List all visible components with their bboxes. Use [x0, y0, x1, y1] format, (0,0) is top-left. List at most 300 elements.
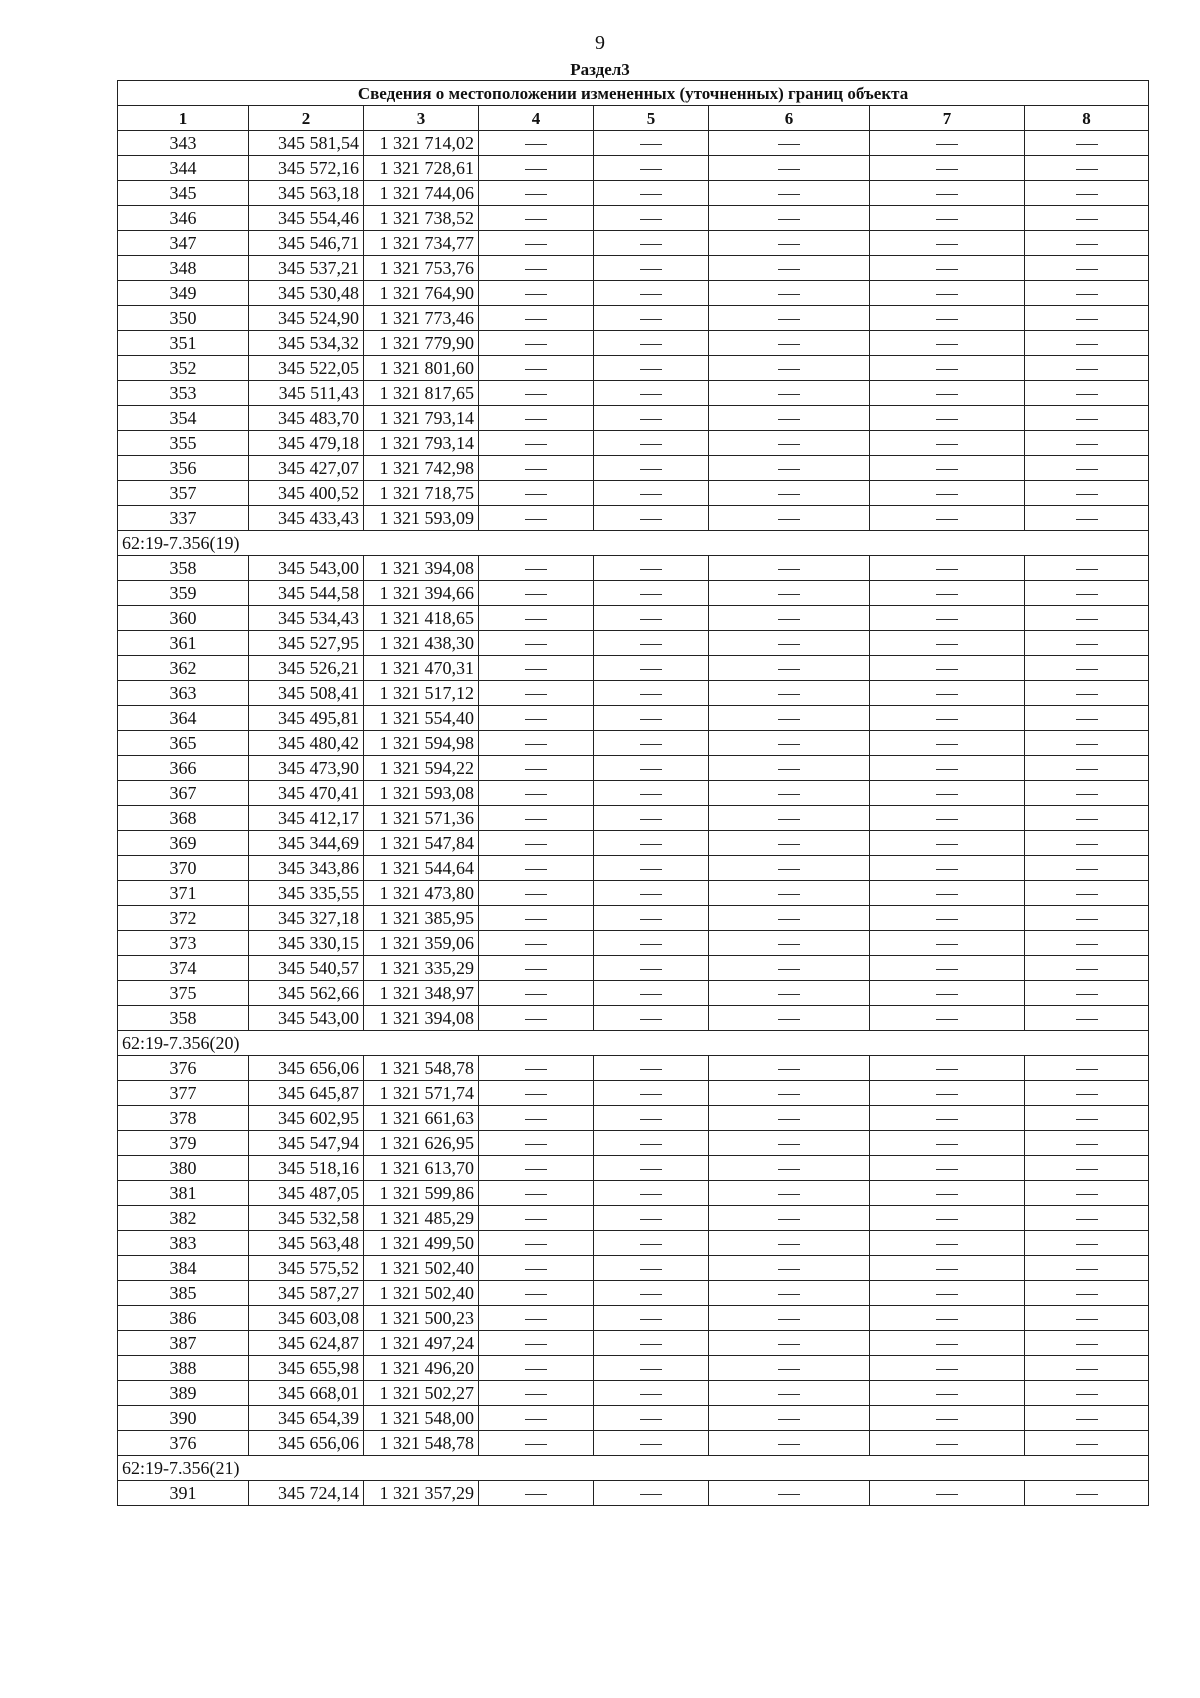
dash-mark: [936, 969, 958, 970]
y-coordinate-cell: 1 321 793,14: [364, 406, 479, 431]
empty-value-cell: [1025, 306, 1149, 331]
empty-value-cell: [870, 256, 1025, 281]
empty-value-cell: [594, 1156, 709, 1181]
dash-mark: [640, 1219, 662, 1220]
dash-mark: [525, 169, 547, 170]
dash-mark: [1076, 994, 1098, 995]
empty-value-cell: [870, 831, 1025, 856]
x-coordinate-cell: 345 511,43: [249, 381, 364, 406]
dash-mark: [936, 1019, 958, 1020]
empty-value-cell: [1025, 681, 1149, 706]
dash-mark: [640, 194, 662, 195]
x-coordinate-cell: 345 575,52: [249, 1256, 364, 1281]
point-number-cell: 380: [118, 1156, 249, 1181]
dash-mark: [1076, 469, 1098, 470]
table-title-row: [118, 81, 1149, 106]
dash-mark: [778, 894, 800, 895]
table-row: [118, 981, 1149, 1006]
empty-value-cell: [709, 856, 870, 881]
dash-mark: [525, 444, 547, 445]
point-number-cell: 361: [118, 631, 249, 656]
point-number-cell: 351: [118, 331, 249, 356]
dash-mark: [525, 844, 547, 845]
dash-mark: [778, 1319, 800, 1320]
table-row: [118, 1356, 1149, 1381]
column-header: 7: [870, 106, 1025, 131]
x-coordinate-cell: 345 344,69: [249, 831, 364, 856]
empty-value-cell: [870, 806, 1025, 831]
table-row: [118, 281, 1149, 306]
dash-mark: [1076, 944, 1098, 945]
point-number-cell: 372: [118, 906, 249, 931]
x-coordinate-cell: 345 554,46: [249, 206, 364, 231]
dash-mark: [936, 419, 958, 420]
x-coordinate-cell: 345 470,41: [249, 781, 364, 806]
dash-mark: [1076, 1194, 1098, 1195]
y-coordinate-cell: 1 321 626,95: [364, 1131, 479, 1156]
empty-value-cell: [479, 956, 594, 981]
dash-mark: [640, 1169, 662, 1170]
empty-value-cell: [870, 1306, 1025, 1331]
empty-value-cell: [594, 731, 709, 756]
y-coordinate-cell: 1 321 817,65: [364, 381, 479, 406]
table-row: [118, 1256, 1149, 1281]
empty-value-cell: [479, 1131, 594, 1156]
dash-mark: [936, 744, 958, 745]
empty-value-cell: [709, 1181, 870, 1206]
table-row: [118, 556, 1149, 581]
dash-mark: [778, 1169, 800, 1170]
empty-value-cell: [709, 656, 870, 681]
dash-mark: [640, 1419, 662, 1420]
empty-value-cell: [1025, 1381, 1149, 1406]
y-coordinate-cell: 1 321 593,08: [364, 781, 479, 806]
empty-value-cell: [479, 281, 594, 306]
empty-value-cell: [594, 356, 709, 381]
empty-value-cell: [594, 1256, 709, 1281]
x-coordinate-cell: 345 524,90: [249, 306, 364, 331]
dash-mark: [778, 694, 800, 695]
dash-mark: [525, 619, 547, 620]
dash-mark: [640, 719, 662, 720]
dash-mark: [778, 1419, 800, 1420]
empty-value-cell: [870, 1106, 1025, 1131]
column-header: 1: [118, 106, 249, 131]
point-number-cell: 358: [118, 1006, 249, 1031]
dash-mark: [1076, 794, 1098, 795]
x-coordinate-cell: 345 603,08: [249, 1306, 364, 1331]
dash-mark: [778, 1294, 800, 1295]
y-coordinate-cell: 1 321 500,23: [364, 1306, 479, 1331]
column-header-row: [118, 106, 1149, 131]
dash-mark: [778, 1069, 800, 1070]
dash-mark: [936, 1244, 958, 1245]
dash-mark: [936, 1419, 958, 1420]
x-coordinate-cell: 345 487,05: [249, 1181, 364, 1206]
dash-mark: [640, 244, 662, 245]
table-row: [118, 756, 1149, 781]
empty-value-cell: [1025, 581, 1149, 606]
dash-mark: [778, 494, 800, 495]
dash-mark: [640, 994, 662, 995]
dash-mark: [778, 519, 800, 520]
empty-value-cell: [709, 831, 870, 856]
point-number-cell: 349: [118, 281, 249, 306]
empty-value-cell: [870, 931, 1025, 956]
x-coordinate-cell: 345 624,87: [249, 1331, 364, 1356]
empty-value-cell: [594, 856, 709, 881]
empty-value-cell: [870, 456, 1025, 481]
empty-value-cell: [709, 606, 870, 631]
dash-mark: [1076, 144, 1098, 145]
empty-value-cell: [1025, 1056, 1149, 1081]
dash-mark: [778, 1219, 800, 1220]
empty-value-cell: [479, 231, 594, 256]
dash-mark: [525, 1019, 547, 1020]
point-number-cell: 379: [118, 1131, 249, 1156]
empty-value-cell: [709, 906, 870, 931]
y-coordinate-cell: 1 321 714,02: [364, 131, 479, 156]
empty-value-cell: [709, 931, 870, 956]
empty-value-cell: [870, 406, 1025, 431]
empty-value-cell: [709, 1156, 870, 1181]
point-number-cell: 382: [118, 1206, 249, 1231]
empty-value-cell: [870, 1481, 1025, 1506]
empty-value-cell: [870, 581, 1025, 606]
table-title: Сведения о местоположении измененных (уточненных) границ объекта: [118, 81, 1149, 106]
dash-mark: [1076, 294, 1098, 295]
dash-mark: [936, 694, 958, 695]
point-number-cell: 391: [118, 1481, 249, 1506]
x-coordinate-cell: 345 543,00: [249, 1006, 364, 1031]
dash-mark: [640, 569, 662, 570]
section-label: Раздел3: [570, 60, 630, 79]
dash-mark: [936, 1194, 958, 1195]
empty-value-cell: [709, 1206, 870, 1231]
empty-value-cell: [594, 1356, 709, 1381]
empty-value-cell: [1025, 431, 1149, 456]
dash-mark: [778, 719, 800, 720]
empty-value-cell: [1025, 831, 1149, 856]
empty-value-cell: [479, 1331, 594, 1356]
empty-value-cell: [870, 1181, 1025, 1206]
empty-value-cell: [870, 681, 1025, 706]
dash-mark: [640, 1394, 662, 1395]
dash-mark: [936, 444, 958, 445]
dash-mark: [936, 1219, 958, 1220]
dash-mark: [525, 1344, 547, 1345]
empty-value-cell: [709, 1131, 870, 1156]
dash-mark: [640, 1194, 662, 1195]
dash-mark: [1076, 1419, 1098, 1420]
dash-mark: [778, 569, 800, 570]
empty-value-cell: [709, 981, 870, 1006]
empty-value-cell: [479, 1406, 594, 1431]
table-row: [118, 1331, 1149, 1356]
empty-value-cell: [1025, 931, 1149, 956]
empty-value-cell: [709, 1281, 870, 1306]
table-row: [118, 1406, 1149, 1431]
parcel-group-label: 62:19-7.356(21): [118, 1456, 1149, 1481]
table-row: [118, 1081, 1149, 1106]
empty-value-cell: [870, 881, 1025, 906]
x-coordinate-cell: 345 508,41: [249, 681, 364, 706]
x-coordinate-cell: 345 412,17: [249, 806, 364, 831]
dash-mark: [778, 294, 800, 295]
dash-mark: [1076, 844, 1098, 845]
empty-value-cell: [1025, 1006, 1149, 1031]
x-coordinate-cell: 345 543,00: [249, 556, 364, 581]
empty-value-cell: [709, 1431, 870, 1456]
dash-mark: [936, 394, 958, 395]
x-coordinate-cell: 345 330,15: [249, 931, 364, 956]
empty-value-cell: [709, 231, 870, 256]
y-coordinate-cell: 1 321 734,77: [364, 231, 479, 256]
empty-value-cell: [1025, 756, 1149, 781]
dash-mark: [640, 344, 662, 345]
dash-mark: [778, 1494, 800, 1495]
dash-mark: [778, 669, 800, 670]
table-row: [118, 456, 1149, 481]
y-coordinate-cell: 1 321 394,66: [364, 581, 479, 606]
empty-value-cell: [479, 1206, 594, 1231]
empty-value-cell: [479, 731, 594, 756]
x-coordinate-cell: 345 724,14: [249, 1481, 364, 1506]
dash-mark: [936, 494, 958, 495]
x-coordinate-cell: 345 480,42: [249, 731, 364, 756]
x-coordinate-cell: 345 572,16: [249, 156, 364, 181]
dash-mark: [525, 144, 547, 145]
dash-mark: [778, 1094, 800, 1095]
empty-value-cell: [1025, 856, 1149, 881]
empty-value-cell: [870, 731, 1025, 756]
dash-mark: [936, 869, 958, 870]
dash-mark: [936, 619, 958, 620]
dash-mark: [1076, 869, 1098, 870]
empty-value-cell: [1025, 256, 1149, 281]
empty-value-cell: [479, 306, 594, 331]
point-number-cell: 347: [118, 231, 249, 256]
point-number-cell: 370: [118, 856, 249, 881]
dash-mark: [640, 794, 662, 795]
x-coordinate-cell: 345 540,57: [249, 956, 364, 981]
dash-mark: [640, 494, 662, 495]
empty-value-cell: [479, 431, 594, 456]
dash-mark: [1076, 569, 1098, 570]
empty-value-cell: [479, 481, 594, 506]
dash-mark: [778, 969, 800, 970]
y-coordinate-cell: 1 321 517,12: [364, 681, 479, 706]
empty-value-cell: [594, 1231, 709, 1256]
empty-value-cell: [1025, 781, 1149, 806]
dash-mark: [778, 344, 800, 345]
dash-mark: [778, 769, 800, 770]
point-number-cell: 376: [118, 1431, 249, 1456]
empty-value-cell: [1025, 1406, 1149, 1431]
x-coordinate-cell: 345 433,43: [249, 506, 364, 531]
empty-value-cell: [870, 181, 1025, 206]
dash-mark: [1076, 919, 1098, 920]
dash-mark: [525, 1369, 547, 1370]
empty-value-cell: [870, 631, 1025, 656]
empty-value-cell: [1025, 606, 1149, 631]
empty-value-cell: [594, 306, 709, 331]
table-row: [118, 931, 1149, 956]
dash-mark: [1076, 494, 1098, 495]
empty-value-cell: [479, 1381, 594, 1406]
empty-value-cell: [709, 781, 870, 806]
dash-mark: [640, 294, 662, 295]
table-row: [118, 681, 1149, 706]
empty-value-cell: [709, 556, 870, 581]
dash-mark: [525, 394, 547, 395]
point-number-cell: 364: [118, 706, 249, 731]
empty-value-cell: [1025, 1231, 1149, 1256]
dash-mark: [525, 494, 547, 495]
point-number-cell: 352: [118, 356, 249, 381]
empty-value-cell: [1025, 1481, 1149, 1506]
x-coordinate-cell: 345 479,18: [249, 431, 364, 456]
empty-value-cell: [870, 1006, 1025, 1031]
x-coordinate-cell: 345 656,06: [249, 1056, 364, 1081]
dash-mark: [525, 1119, 547, 1120]
empty-value-cell: [709, 631, 870, 656]
page-number: 9: [595, 32, 605, 54]
point-number-cell: 375: [118, 981, 249, 1006]
y-coordinate-cell: 1 321 744,06: [364, 181, 479, 206]
dash-mark: [640, 394, 662, 395]
empty-value-cell: [709, 481, 870, 506]
dash-mark: [640, 219, 662, 220]
empty-value-cell: [594, 1481, 709, 1506]
empty-value-cell: [479, 781, 594, 806]
empty-value-cell: [479, 631, 594, 656]
x-coordinate-cell: 345 668,01: [249, 1381, 364, 1406]
dash-mark: [936, 769, 958, 770]
empty-value-cell: [709, 1006, 870, 1031]
dash-mark: [1076, 1094, 1098, 1095]
x-coordinate-cell: 345 527,95: [249, 631, 364, 656]
x-coordinate-cell: 345 563,18: [249, 181, 364, 206]
dash-mark: [525, 569, 547, 570]
empty-value-cell: [479, 706, 594, 731]
dash-mark: [525, 744, 547, 745]
point-number-cell: 368: [118, 806, 249, 831]
dash-mark: [525, 1244, 547, 1245]
empty-value-cell: [870, 1206, 1025, 1231]
table-row: [118, 1306, 1149, 1331]
dash-mark: [1076, 1269, 1098, 1270]
dash-mark: [778, 1119, 800, 1120]
dash-mark: [936, 569, 958, 570]
dash-mark: [640, 369, 662, 370]
dash-mark: [936, 894, 958, 895]
y-coordinate-cell: 1 321 764,90: [364, 281, 479, 306]
table-row: [118, 381, 1149, 406]
empty-value-cell: [870, 331, 1025, 356]
x-coordinate-cell: 345 495,81: [249, 706, 364, 731]
empty-value-cell: [1025, 956, 1149, 981]
x-coordinate-cell: 345 654,39: [249, 1406, 364, 1431]
dash-mark: [778, 819, 800, 820]
empty-value-cell: [870, 281, 1025, 306]
y-coordinate-cell: 1 321 548,00: [364, 1406, 479, 1431]
y-coordinate-cell: 1 321 357,29: [364, 1481, 479, 1506]
dash-mark: [936, 719, 958, 720]
empty-value-cell: [870, 856, 1025, 881]
dash-mark: [936, 169, 958, 170]
point-number-cell: 344: [118, 156, 249, 181]
dash-mark: [640, 1444, 662, 1445]
table-row: [118, 406, 1149, 431]
empty-value-cell: [709, 1256, 870, 1281]
empty-value-cell: [594, 1081, 709, 1106]
dash-mark: [640, 1369, 662, 1370]
empty-value-cell: [1025, 456, 1149, 481]
dash-mark: [1076, 769, 1098, 770]
point-number-cell: 371: [118, 881, 249, 906]
y-coordinate-cell: 1 321 753,76: [364, 256, 479, 281]
empty-value-cell: [709, 406, 870, 431]
dash-mark: [778, 269, 800, 270]
y-coordinate-cell: 1 321 499,50: [364, 1231, 479, 1256]
y-coordinate-cell: 1 321 418,65: [364, 606, 479, 631]
empty-value-cell: [594, 881, 709, 906]
point-number-cell: 376: [118, 1056, 249, 1081]
empty-value-cell: [594, 431, 709, 456]
empty-value-cell: [594, 656, 709, 681]
dash-mark: [1076, 594, 1098, 595]
point-number-cell: 360: [118, 606, 249, 631]
empty-value-cell: [594, 1006, 709, 1031]
table-row: [118, 1231, 1149, 1256]
empty-value-cell: [1025, 881, 1149, 906]
empty-value-cell: [870, 231, 1025, 256]
y-coordinate-cell: 1 321 571,36: [364, 806, 479, 831]
empty-value-cell: [1025, 906, 1149, 931]
table-row: [118, 306, 1149, 331]
point-number-cell: 384: [118, 1256, 249, 1281]
dash-mark: [936, 669, 958, 670]
y-coordinate-cell: 1 321 793,14: [364, 431, 479, 456]
y-coordinate-cell: 1 321 594,22: [364, 756, 479, 781]
point-number-cell: 337: [118, 506, 249, 531]
y-coordinate-cell: 1 321 548,78: [364, 1431, 479, 1456]
empty-value-cell: [1025, 631, 1149, 656]
empty-value-cell: [870, 306, 1025, 331]
y-coordinate-cell: 1 321 742,98: [364, 456, 479, 481]
point-number-cell: 378: [118, 1106, 249, 1131]
dash-mark: [640, 969, 662, 970]
empty-value-cell: [709, 456, 870, 481]
dash-mark: [936, 519, 958, 520]
empty-value-cell: [870, 1431, 1025, 1456]
dash-mark: [525, 1169, 547, 1170]
table-row: [118, 231, 1149, 256]
empty-value-cell: [870, 381, 1025, 406]
point-number-cell: 358: [118, 556, 249, 581]
empty-value-cell: [594, 206, 709, 231]
dash-mark: [936, 919, 958, 920]
dash-mark: [525, 1494, 547, 1495]
table-body: [118, 131, 1149, 1506]
dash-mark: [525, 894, 547, 895]
dash-mark: [936, 369, 958, 370]
point-number-cell: 369: [118, 831, 249, 856]
empty-value-cell: [1025, 131, 1149, 156]
dash-mark: [936, 1444, 958, 1445]
empty-value-cell: [1025, 1106, 1149, 1131]
